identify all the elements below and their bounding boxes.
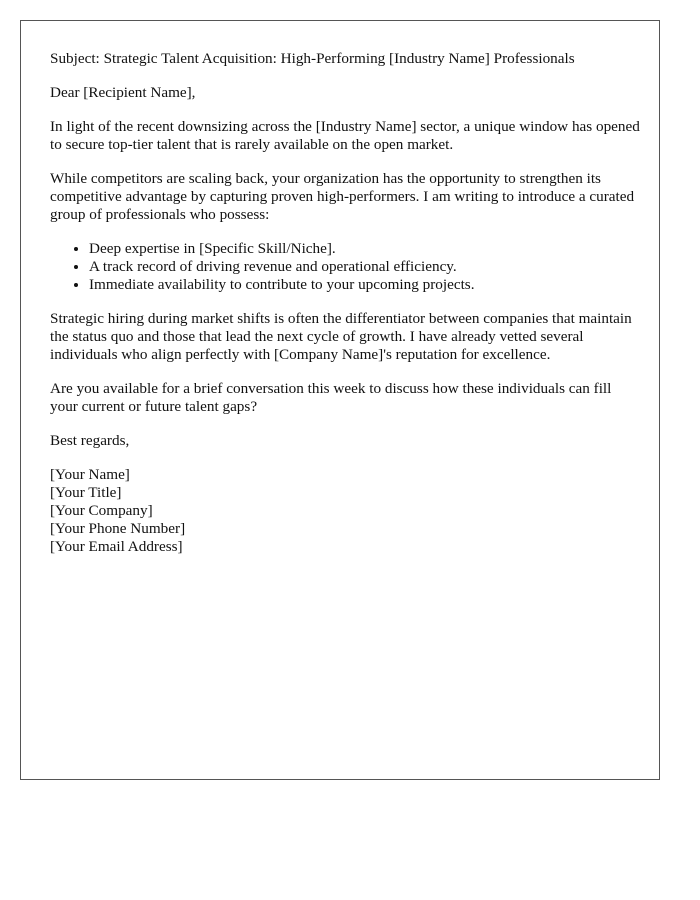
closing: Best regards, — [50, 432, 130, 449]
subject-line: Subject: Strategic Talent Acquisition: High-Performing [Industry Name] Professionals — [50, 50, 575, 67]
opportunity-paragraph: While competitors are scaling back, your organization has the opportunity to strengthen its competitive advantage by capturing proven high-performers. I am writing to introduce a curated group of professionals who possess: — [50, 170, 635, 223]
qualifications-list — [50, 240, 640, 294]
letter-frame — [20, 20, 660, 780]
signature-name: [Your Name] — [50, 466, 130, 483]
strategy-paragraph: Strategic hiring during market shifts is often the differentiator between companies that maintain the status quo and those that lead the next cycle of growth. I have already vetted several individuals who align perfectly with [Company Name]'s reputation for excellence. — [50, 310, 632, 363]
list-item: • Immediate availability to contribute to your upcoming projects. — [89, 276, 640, 294]
intro-paragraph: In light of the recent downsizing across the [Industry Name] sector, a unique window has opened to secure top-tier talent that is rarely available on the open market. — [50, 118, 640, 153]
signature-email: [Your Email Address] — [50, 538, 183, 555]
letter-body — [50, 50, 640, 556]
list-item: • A track record of driving revenue and operational efficiency. — [89, 258, 640, 276]
signature-company: [Your Company] — [50, 502, 153, 519]
signature-phone: [Your Phone Number] — [50, 520, 186, 537]
salutation: Dear [Recipient Name], — [50, 84, 196, 101]
signature-block — [50, 466, 640, 556]
signature-title: [Your Title] — [50, 484, 122, 501]
list-item: • Deep expertise in [Specific Skill/Niche]. — [89, 240, 640, 258]
call-to-action-paragraph: Are you available for a brief conversation this week to discuss how these individuals can fill your current or future talent gaps? — [50, 380, 612, 415]
